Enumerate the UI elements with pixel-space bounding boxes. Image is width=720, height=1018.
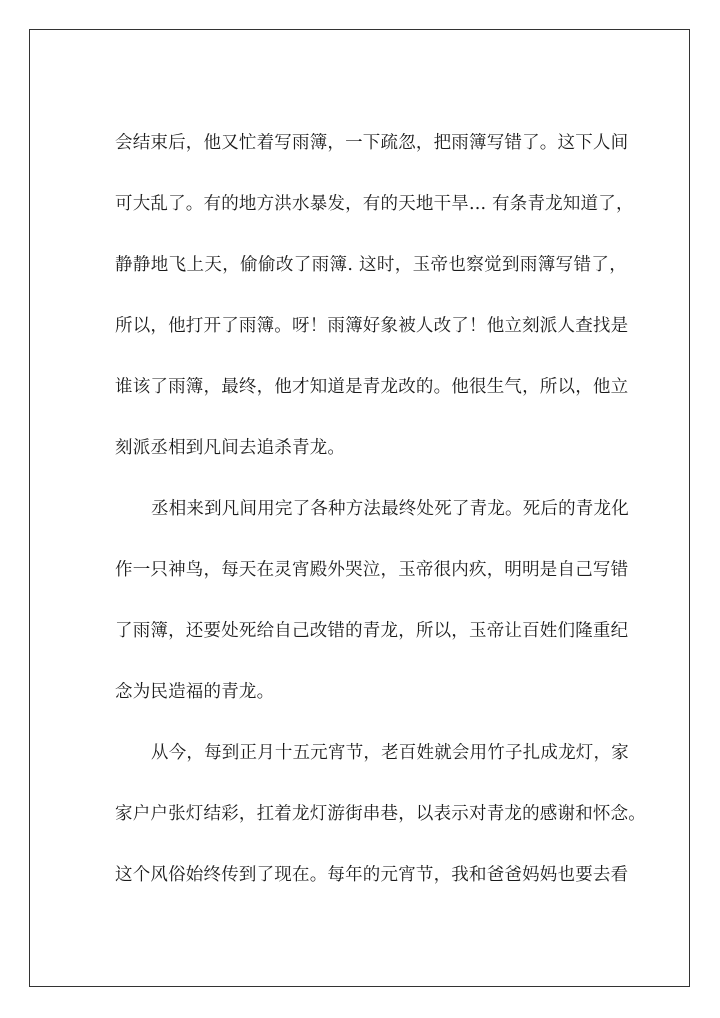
paragraph-first-line: 丞相来到凡间用完了各种方法最终处死了青龙。死后的青龙化	[151, 499, 629, 519]
text-line: 了雨簿，还要处死给自己改错的青龙，所以，玉帝让百姓们隆重纪	[115, 621, 629, 641]
text-line: 刻派丞相到凡间去追杀青龙。	[115, 438, 346, 458]
paragraph-first-line: 从今，每到正月十五元宵节，老百姓就会用竹子扎成龙灯，家	[151, 743, 629, 763]
text-line: 静静地飞上天，偷偷改了雨簿. 这时，玉帝也察觉到雨簿写错了，	[115, 255, 627, 275]
text-line: 作一只神鸟，每天在灵宵殿外哭泣，玉帝很内疚，明明是自己写错	[115, 560, 629, 580]
text-line: 所以，他打开了雨簿。呀！雨簿好象被人改了！他立刻派人查找是	[115, 316, 629, 336]
text-line: 家户户张灯结彩，扛着龙灯游街串巷，以表示对青龙的感谢和怀念。	[115, 804, 646, 824]
text-line: 这个风俗始终传到了现在。每年的元宵节，我和爸爸妈妈也要去看	[115, 865, 629, 885]
text-line: 念为民造福的青龙。	[115, 682, 275, 702]
text-line: 谁该了雨簿，最终，他才知道是青龙改的。他很生气，所以，他立	[115, 377, 629, 397]
document-body	[115, 127, 646, 920]
text-line: 可大乱了。有的地方洪水暴发，有的天地干旱... 有条青龙知道了，	[115, 194, 634, 214]
text-line: 会结束后，他又忙着写雨簿，一下疏忽，把雨簿写错了。这下人间	[115, 133, 629, 153]
